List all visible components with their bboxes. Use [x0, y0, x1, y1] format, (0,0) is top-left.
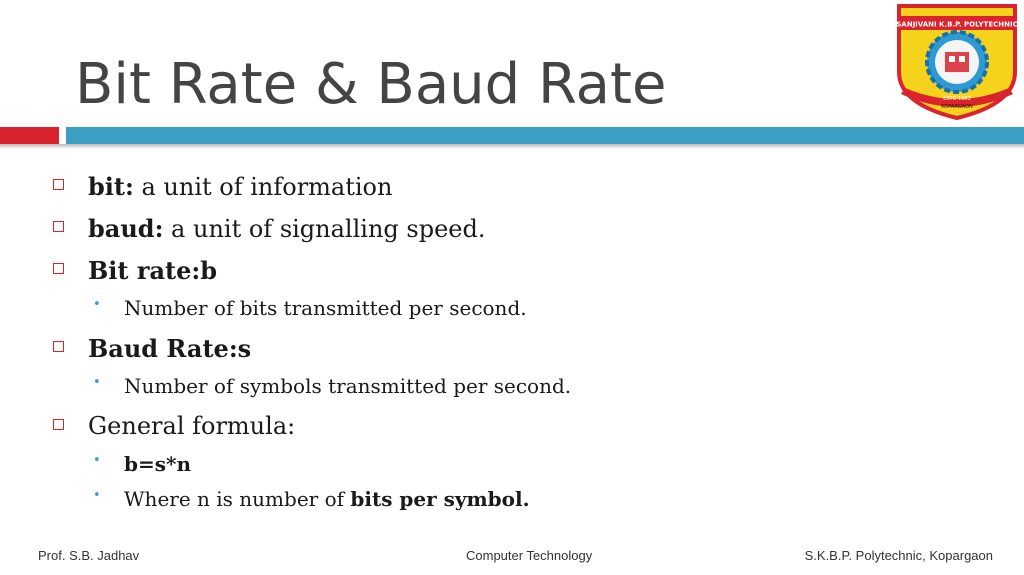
sub-bullet-symbols-per-second: Number of symbols transmitted per second.: [124, 374, 572, 398]
sub-bullet-formula: [124, 452, 191, 476]
sub-bullet-where-n: [124, 487, 530, 511]
bullet-bit: [88, 172, 392, 201]
logo-est-text: ESTD 1983: [943, 96, 971, 102]
logo-banner-text: SANJIVANI K.B.P. POLYTECHNIC: [896, 20, 1018, 29]
slide-title: Bit Rate & Baud Rate: [75, 52, 667, 117]
square-bullet-icon: [53, 221, 64, 232]
dot-bullet-icon: •: [93, 297, 101, 312]
footer-department: Computer Technology: [466, 548, 593, 563]
square-bullet-icon: [53, 419, 64, 430]
footer-author: Prof. S.B. Jadhav: [38, 548, 140, 563]
sub-bullet-text: Where n is number of: [124, 487, 351, 511]
dot-bullet-icon: •: [93, 375, 101, 390]
square-bullet-icon: [53, 263, 64, 274]
bullet-text: a unit of information: [133, 173, 393, 201]
bullet-bit-rate: [88, 256, 217, 285]
square-bullet-icon: [53, 341, 64, 352]
bullet-baud: [88, 214, 486, 243]
bullet-term: Baud Rate:s: [88, 334, 252, 363]
bullet-term: Bit rate:b: [88, 256, 218, 285]
sub-bullet-bold-text: bits per symbol.: [350, 487, 530, 511]
footer-institution: S.K.B.P. Polytechnic, Kopargaon: [804, 548, 993, 563]
bullet-baud-rate: [88, 334, 251, 363]
bullet-text: General formula:: [88, 412, 296, 440]
dot-bullet-icon: •: [93, 488, 101, 503]
dot-bullet-icon: •: [93, 453, 101, 468]
sub-bullet-bits-per-second: Number of bits transmitted per second.: [124, 296, 527, 320]
logo-place-text: KOPARGAON: [941, 104, 973, 110]
bullet-term: bit:: [88, 172, 134, 201]
bullet-term: baud:: [88, 214, 164, 243]
bullet-text: a unit of signalling speed.: [163, 215, 486, 243]
square-bullet-icon: [53, 179, 64, 190]
formula-text: b=s*n: [124, 452, 192, 476]
bullet-general-formula: [88, 412, 295, 440]
